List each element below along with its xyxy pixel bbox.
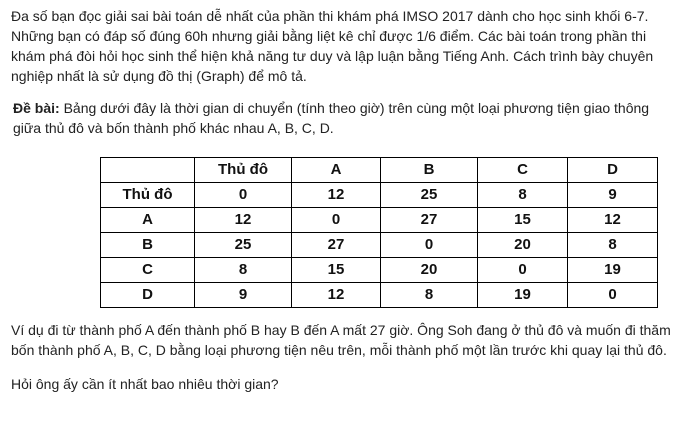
question-paragraph: Hỏi ông ấy cần ít nhất bao nhiêu thời gian? xyxy=(11,376,279,392)
document-page xyxy=(11,6,673,394)
problem-label: Đề bài: xyxy=(13,100,60,116)
table-cell: 12 xyxy=(292,183,381,208)
table-cell: 12 xyxy=(195,208,292,233)
table-row-header: B xyxy=(101,233,195,258)
table-cell: 8 xyxy=(568,233,658,258)
table-cell: 15 xyxy=(292,258,381,283)
distance-table xyxy=(100,157,658,308)
table-header-cell: C xyxy=(478,158,568,183)
table-row xyxy=(101,208,658,233)
table-row-header: D xyxy=(101,283,195,308)
table-header-cell: D xyxy=(568,158,658,183)
table-header-cell: A xyxy=(292,158,381,183)
table-cell: 9 xyxy=(568,183,658,208)
table-cell: 12 xyxy=(568,208,658,233)
table-cell: 19 xyxy=(568,258,658,283)
table-cell: 0 xyxy=(568,283,658,308)
problem-paragraph xyxy=(11,98,673,138)
table-cell: 8 xyxy=(478,183,568,208)
table-row-header: C xyxy=(101,258,195,283)
table-cell: 12 xyxy=(292,283,381,308)
table-row xyxy=(101,233,658,258)
table-cell: 27 xyxy=(381,208,478,233)
table-cell: 20 xyxy=(478,233,568,258)
table-header-cell: B xyxy=(381,158,478,183)
table-header-cell xyxy=(101,158,195,183)
table-cell: 15 xyxy=(478,208,568,233)
table-header-cell: Thủ đô xyxy=(195,158,292,183)
table-cell: 20 xyxy=(381,258,478,283)
table-cell: 8 xyxy=(381,283,478,308)
table-cell: 25 xyxy=(381,183,478,208)
table-cell: 25 xyxy=(195,233,292,258)
example-paragraph: Ví dụ đi từ thành phố A đến thành phố B hay B đến A mất 27 giờ. Ông Soh đang ở thủ đô và muốn đi thăm bốn thành phố A, B, C, D bằng loại phương tiện nêu trên, mỗi thành phố một lần trước khi quay lại thủ đô. xyxy=(11,322,671,358)
table-cell: 0 xyxy=(478,258,568,283)
table-cell: 0 xyxy=(195,183,292,208)
table-cell: 9 xyxy=(195,283,292,308)
table-row-header: Thủ đô xyxy=(101,183,195,208)
table-cell: 8 xyxy=(195,258,292,283)
table-row xyxy=(101,183,658,208)
distance-table-container xyxy=(100,157,673,308)
intro-paragraph: Đa số bạn đọc giải sai bài toán dễ nhất của phần thi khám phá IMSO 2017 dành cho học sinh khối 6-7. Những bạn có đáp số đúng 60h nhưng giải bằng liệt kê chỉ được 1/6 điểm. Các bài toán trong phần thi khám phá đòi hỏi học sinh thể hiện khả năng tư duy và lập luận bằng Tiếng Anh. Cách trình bày chuyên nghiệp nhất là sử dụng đồ thị (Graph) để mô tả. xyxy=(11,8,654,84)
table-row-header: A xyxy=(101,208,195,233)
table-cell: 0 xyxy=(292,208,381,233)
table-row xyxy=(101,283,658,308)
table-cell: 19 xyxy=(478,283,568,308)
table-cell: 27 xyxy=(292,233,381,258)
problem-text: Bảng dưới đây là thời gian di chuyển (tính theo giờ) trên cùng một loại phương tiện giao thông giữa thủ đô và bốn thành phố khác nhau A, B, C, D. xyxy=(13,100,650,136)
table-cell: 0 xyxy=(381,233,478,258)
table-header-row xyxy=(101,158,658,183)
table-row xyxy=(101,258,658,283)
